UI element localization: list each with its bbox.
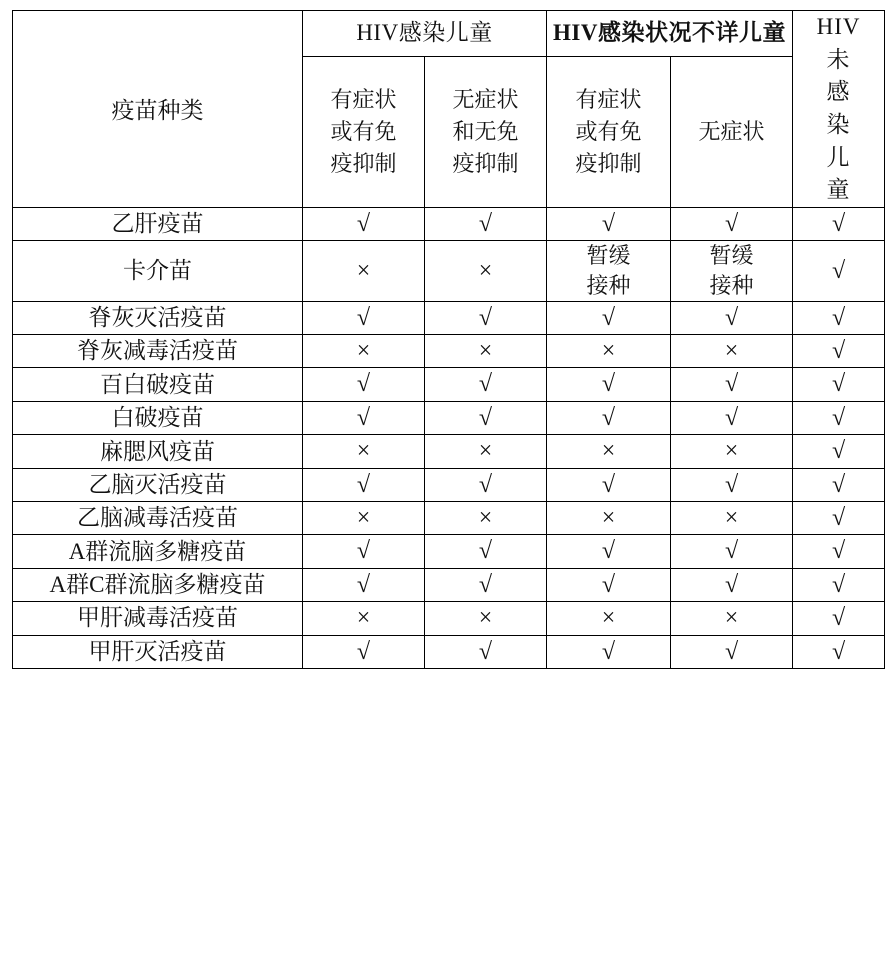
table-row — [13, 435, 885, 468]
cell-mark: √ — [303, 568, 425, 601]
row-label: 百白破疫苗 — [13, 368, 303, 401]
header-sub-3-line-1: 有症状 — [575, 87, 642, 113]
cell-defer — [671, 241, 793, 301]
cell-mark: √ — [793, 435, 885, 468]
cell-mark: √ — [793, 635, 885, 668]
cell-mark: √ — [425, 635, 547, 668]
table-row — [13, 468, 885, 501]
cell-mark: × — [671, 435, 793, 468]
row-label: 脊灰灭活疫苗 — [13, 301, 303, 334]
header-sub-asymptomatic-no-immunosuppression — [425, 57, 547, 208]
cell-mark: √ — [547, 568, 671, 601]
cell-mark: × — [671, 602, 793, 635]
cell-mark: √ — [671, 401, 793, 434]
cell-mark: × — [425, 435, 547, 468]
cell-mark: √ — [793, 335, 885, 368]
row-label: A群C群流脑多糖疫苗 — [13, 568, 303, 601]
cell-mark: √ — [425, 401, 547, 434]
cell-mark: √ — [793, 502, 885, 535]
cell-mark: × — [547, 502, 671, 535]
cell-mark: √ — [303, 468, 425, 501]
row-label: 乙肝疫苗 — [13, 207, 303, 240]
cell-mark: √ — [425, 301, 547, 334]
cell-mark: √ — [547, 535, 671, 568]
header-group-hiv-unknown: HIV感染状况不详儿童 — [547, 11, 793, 57]
cell-mark: √ — [425, 207, 547, 240]
cell-defer-line-2: 接种 — [709, 273, 754, 299]
row-label: 乙脑减毒活疫苗 — [13, 502, 303, 535]
table-row — [13, 368, 885, 401]
cell-defer-line-1: 暂缓 — [709, 243, 754, 269]
header-group-hiv-uninfected — [793, 11, 885, 208]
header-sub-symptomatic-or-immunosuppressed-2 — [547, 57, 671, 208]
cell-defer-line-1: 暂缓 — [586, 243, 631, 269]
header-sub-4-line-1: 无症状 — [698, 119, 765, 145]
cell-mark: √ — [303, 207, 425, 240]
cell-mark: × — [303, 335, 425, 368]
row-label: 麻腮风疫苗 — [13, 435, 303, 468]
cell-mark: × — [425, 502, 547, 535]
row-label: 卡介苗 — [13, 241, 303, 301]
cell-mark: √ — [793, 602, 885, 635]
cell-mark: √ — [547, 207, 671, 240]
cell-mark: √ — [793, 301, 885, 334]
row-label: 白破疫苗 — [13, 401, 303, 434]
cell-mark: × — [547, 435, 671, 468]
table-row — [13, 535, 885, 568]
cell-mark: × — [425, 335, 547, 368]
cell-mark: √ — [303, 401, 425, 434]
cell-mark: √ — [671, 635, 793, 668]
cell-mark: √ — [425, 368, 547, 401]
row-label: 脊灰减毒活疫苗 — [13, 335, 303, 368]
header-hiv-uninfected-line-4: 染 — [826, 111, 851, 137]
table-row — [13, 635, 885, 668]
table-body — [13, 207, 885, 668]
cell-mark: √ — [793, 568, 885, 601]
header-sub-1-line-1: 有症状 — [330, 87, 397, 113]
cell-mark: √ — [303, 368, 425, 401]
table-row — [13, 401, 885, 434]
cell-mark: √ — [671, 207, 793, 240]
cell-mark: √ — [671, 368, 793, 401]
table-row — [13, 301, 885, 334]
cell-mark: √ — [793, 241, 885, 301]
cell-mark: √ — [303, 301, 425, 334]
header-vaccine-type: 疫苗种类 — [13, 11, 303, 208]
header-sub-symptomatic-or-immunosuppressed-1 — [303, 57, 425, 208]
cell-mark: × — [303, 241, 425, 301]
cell-mark: √ — [671, 568, 793, 601]
cell-mark: √ — [303, 635, 425, 668]
cell-mark: √ — [547, 301, 671, 334]
header-sub-1-line-3: 疫抑制 — [330, 151, 397, 177]
cell-defer — [547, 241, 671, 301]
row-label: 甲肝灭活疫苗 — [13, 635, 303, 668]
cell-mark: √ — [303, 535, 425, 568]
header-sub-3-line-3: 疫抑制 — [575, 151, 642, 177]
header-group-hiv-infected: HIV感染儿童 — [303, 11, 547, 57]
header-hiv-uninfected-line-1: HIV — [816, 14, 861, 39]
row-label: 甲肝减毒活疫苗 — [13, 602, 303, 635]
cell-mark: √ — [793, 368, 885, 401]
cell-mark: × — [547, 602, 671, 635]
header-hiv-uninfected-line-3: 感 — [826, 79, 851, 105]
table-row — [13, 207, 885, 240]
cell-mark: × — [303, 602, 425, 635]
cell-mark: × — [547, 335, 671, 368]
header-sub-2-line-3: 疫抑制 — [452, 151, 519, 177]
cell-defer-line-2: 接种 — [586, 273, 631, 299]
cell-mark: √ — [425, 568, 547, 601]
header-hiv-uninfected-line-5: 儿 — [826, 144, 851, 170]
cell-mark: √ — [547, 635, 671, 668]
cell-mark: √ — [547, 368, 671, 401]
cell-mark: √ — [671, 301, 793, 334]
cell-mark: √ — [671, 468, 793, 501]
header-sub-1-line-2: 或有免 — [330, 119, 397, 145]
row-label: 乙脑灭活疫苗 — [13, 468, 303, 501]
cell-mark: × — [671, 502, 793, 535]
cell-mark: × — [303, 435, 425, 468]
row-label: A群流脑多糖疫苗 — [13, 535, 303, 568]
cell-mark: √ — [793, 535, 885, 568]
header-sub-2-line-2: 和无免 — [452, 119, 519, 145]
table-row — [13, 602, 885, 635]
header-hiv-uninfected-line-2: 未 — [826, 46, 851, 72]
cell-mark: × — [425, 602, 547, 635]
cell-mark: √ — [547, 468, 671, 501]
table-row — [13, 568, 885, 601]
cell-mark: √ — [425, 468, 547, 501]
header-sub-asymptomatic — [671, 57, 793, 208]
header-sub-2-line-1: 无症状 — [452, 87, 519, 113]
header-hiv-uninfected-line-6: 童 — [826, 177, 851, 203]
header-sub-3-line-2: 或有免 — [575, 119, 642, 145]
cell-mark: √ — [671, 535, 793, 568]
cell-mark: √ — [793, 468, 885, 501]
cell-mark: √ — [793, 401, 885, 434]
cell-mark: × — [671, 335, 793, 368]
cell-mark: √ — [547, 401, 671, 434]
cell-mark: × — [303, 502, 425, 535]
table-row — [13, 241, 885, 301]
table-row — [13, 335, 885, 368]
vaccine-recommendation-table — [12, 10, 885, 669]
table-header-group-row — [13, 11, 885, 57]
cell-mark: × — [425, 241, 547, 301]
cell-mark: √ — [425, 535, 547, 568]
cell-mark: √ — [793, 207, 885, 240]
table-row — [13, 502, 885, 535]
